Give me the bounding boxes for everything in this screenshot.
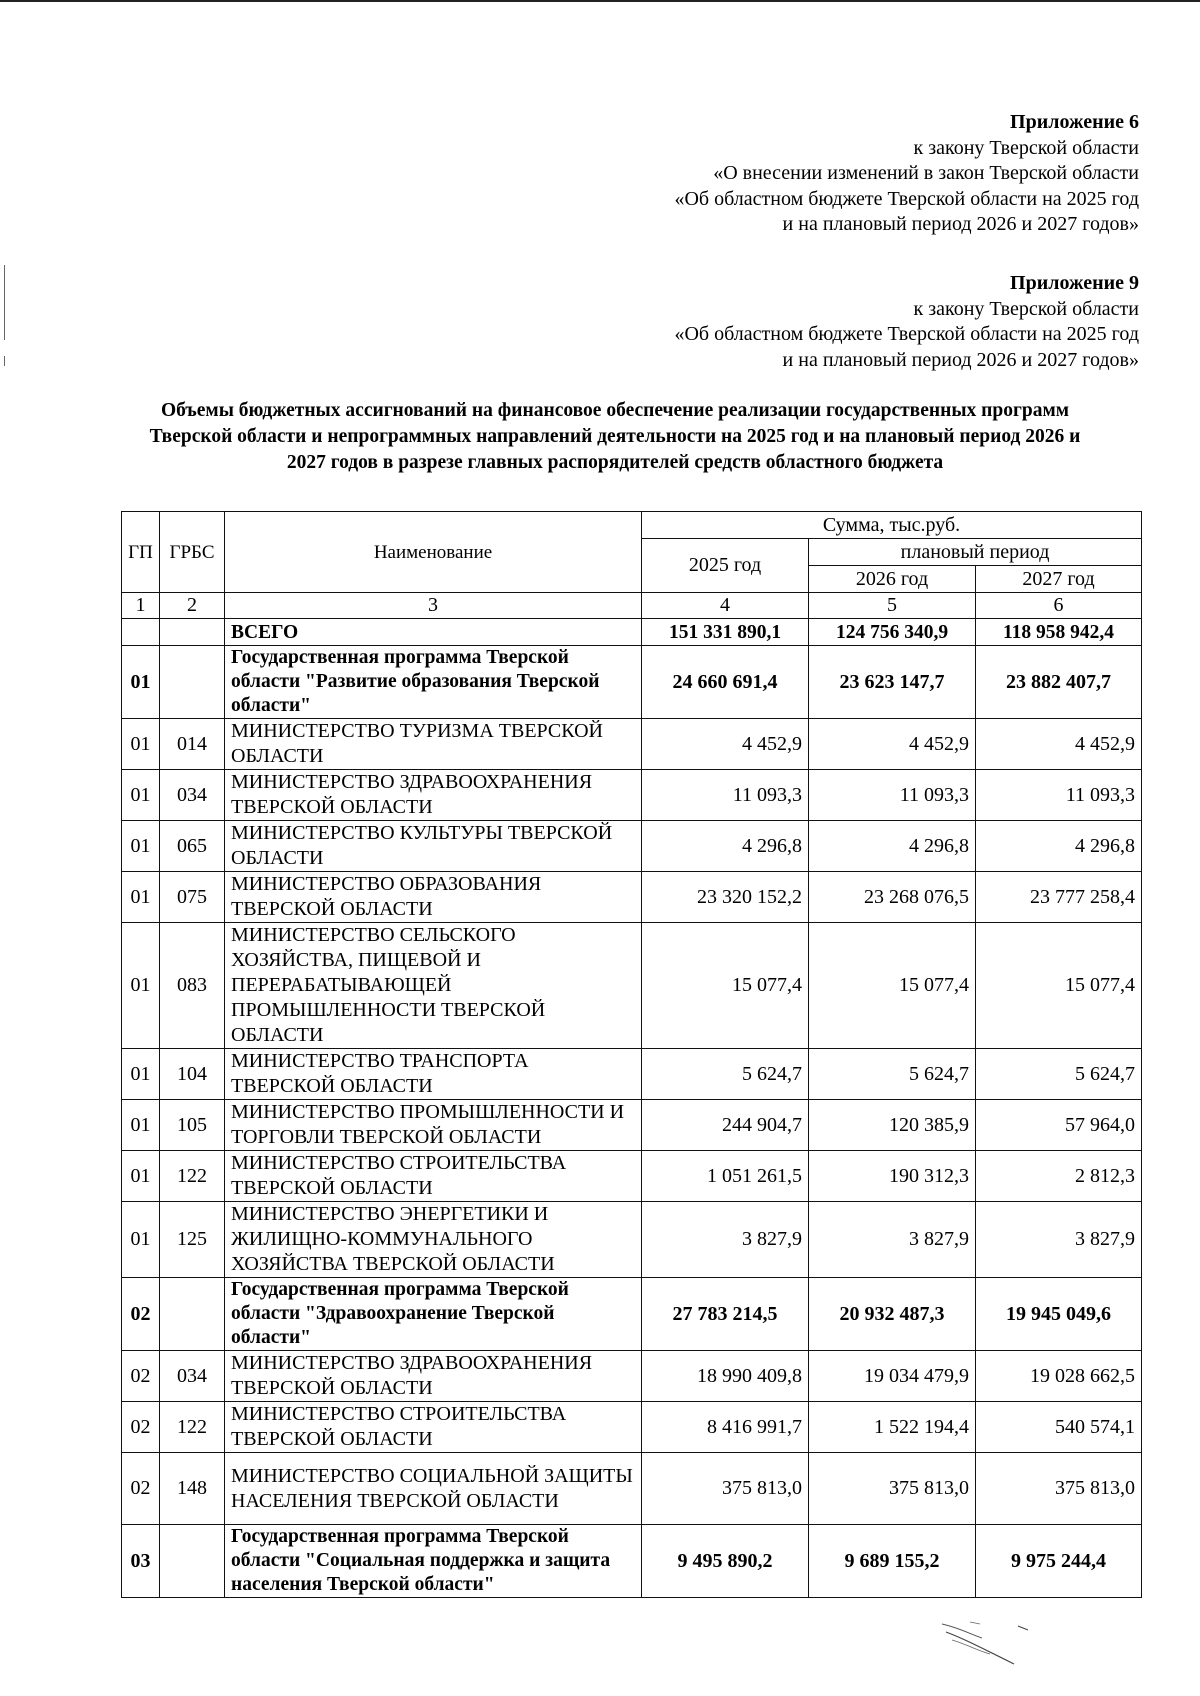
amount-2026: 1 522 194,4 <box>809 1402 976 1453</box>
gp-cell: 02 <box>122 1402 160 1453</box>
column-number: 6 <box>976 593 1142 619</box>
gp-cell: 02 <box>122 1278 160 1351</box>
name-cell: МИНИСТЕРСТВО СОЦИАЛЬНОЙ ЗАЩИТЫ НАСЕЛЕНИЯ ТВЕРСКОЙ ОБЛАСТИ <box>225 1453 642 1525</box>
header-sum: Сумма, тыс.руб. <box>642 512 1142 539</box>
amount-2026: 15 077,4 <box>809 923 976 1049</box>
ministry-row <box>122 1351 1142 1402</box>
amount-2025: 18 990 409,8 <box>642 1351 809 1402</box>
name-cell: МИНИСТЕРСТВО ТУРИЗМА ТВЕРСКОЙ ОБЛАСТИ <box>225 719 642 770</box>
name-cell: МИНИСТЕРСТВО КУЛЬТУРЫ ТВЕРСКОЙ ОБЛАСТИ <box>225 821 642 872</box>
grbs-cell: 104 <box>160 1049 225 1100</box>
total-2025: 151 331 890,1 <box>642 619 809 646</box>
header-grbs: ГРБС <box>160 512 225 593</box>
amount-2025: 4 296,8 <box>642 821 809 872</box>
appendix-6-header <box>674 110 1139 238</box>
header-2026: 2026 год <box>809 566 976 593</box>
amount-2025: 23 320 152,2 <box>642 872 809 923</box>
appendix-6-line: к закону Тверской области <box>913 136 1139 159</box>
amount-2025: 5 624,7 <box>642 1049 809 1100</box>
name-cell: МИНИСТЕРСТВО СЕЛЬСКОГО ХОЗЯЙСТВА, ПИЩЕВОЙ И ПЕРЕРАБАТЫВАЮЩЕЙ ПРОМЫШЛЕННОСТИ ТВЕРСКОЙ ОБЛАСТИ <box>225 923 642 1049</box>
amount-2025: 15 077,4 <box>642 923 809 1049</box>
column-number: 3 <box>225 593 642 619</box>
scan-top-border <box>0 0 1200 2</box>
document-title-line: Объемы бюджетных ассигнований на финансовое обеспечение реализации государственных программ <box>160 400 1070 421</box>
amount-2026: 120 385,9 <box>809 1100 976 1151</box>
amount-2025: 1 051 261,5 <box>642 1151 809 1202</box>
amount-2025: 4 452,9 <box>642 719 809 770</box>
document-title-line: 2027 годов в разрезе главных распорядителей средств областного бюджета <box>286 452 944 473</box>
amount-2027: 23 777 258,4 <box>976 872 1142 923</box>
name-cell: МИНИСТЕРСТВО ЗДРАВООХРАНЕНИЯ ТВЕРСКОЙ ОБЛАСТИ <box>225 1351 642 1402</box>
name-cell: МИНИСТЕРСТВО ОБРАЗОВАНИЯ ТВЕРСКОЙ ОБЛАСТИ <box>225 872 642 923</box>
amount-2026: 375 813,0 <box>809 1453 976 1525</box>
ministry-row <box>122 821 1142 872</box>
amount-2026: 20 932 487,3 <box>809 1278 976 1351</box>
grbs-cell: 034 <box>160 1351 225 1402</box>
amount-2027: 23 882 407,7 <box>976 646 1142 719</box>
amount-2025: 9 495 890,2 <box>642 1525 809 1598</box>
amount-2027: 4 296,8 <box>976 821 1142 872</box>
total-label: ВСЕГО <box>225 619 642 646</box>
ministry-row <box>122 1402 1142 1453</box>
column-number: 4 <box>642 593 809 619</box>
amount-2027: 540 574,1 <box>976 1402 1142 1453</box>
amount-2027: 15 077,4 <box>976 923 1142 1049</box>
amount-2025: 27 783 214,5 <box>642 1278 809 1351</box>
gp-cell: 01 <box>122 872 160 923</box>
amount-2025: 11 093,3 <box>642 770 809 821</box>
amount-2026: 9 689 155,2 <box>809 1525 976 1598</box>
amount-2026: 23 623 147,7 <box>809 646 976 719</box>
name-cell: МИНИСТЕРСТВО ПРОМЫШЛЕННОСТИ И ТОРГОВЛИ ТВЕРСКОЙ ОБЛАСТИ <box>225 1100 642 1151</box>
scan-artifact <box>4 265 5 340</box>
amount-2026: 11 093,3 <box>809 770 976 821</box>
name-cell: Государственная программа Тверской области "Социальная поддержка и защита населения Тверской области" <box>225 1525 642 1598</box>
appendix-9-title: Приложение 9 <box>1010 272 1139 294</box>
grbs-cell <box>160 646 225 719</box>
total-2026: 124 756 340,9 <box>809 619 976 646</box>
gp-cell: 01 <box>122 1049 160 1100</box>
program-row <box>122 646 1142 719</box>
amount-2025: 244 904,7 <box>642 1100 809 1151</box>
grbs-cell: 083 <box>160 923 225 1049</box>
amount-2025: 24 660 691,4 <box>642 646 809 719</box>
name-cell: МИНИСТЕРСТВО СТРОИТЕЛЬСТВА ТВЕРСКОЙ ОБЛАСТИ <box>225 1402 642 1453</box>
ministry-row <box>122 1151 1142 1202</box>
signature-mark <box>940 1620 1030 1680</box>
amount-2026: 5 624,7 <box>809 1049 976 1100</box>
amount-2025: 375 813,0 <box>642 1453 809 1525</box>
document-title <box>125 398 1105 476</box>
gp-cell: 01 <box>122 719 160 770</box>
grbs-cell <box>160 1525 225 1598</box>
amount-2027: 375 813,0 <box>976 1453 1142 1525</box>
header-planned-period: плановый период <box>809 539 1142 566</box>
appendix-9-line: «Об областном бюджете Тверской области на 2025 год <box>674 323 1139 345</box>
program-row <box>122 1278 1142 1351</box>
amount-2027: 19 028 662,5 <box>976 1351 1142 1402</box>
ministry-row <box>122 1100 1142 1151</box>
grbs-cell: 034 <box>160 770 225 821</box>
name-cell: Государственная программа Тверской области "Развитие образования Тверской области" <box>225 646 642 719</box>
gp-cell: 02 <box>122 1351 160 1402</box>
amount-2027: 57 964,0 <box>976 1100 1142 1151</box>
name-cell: МИНИСТЕРСТВО ТРАНСПОРТА ТВЕРСКОЙ ОБЛАСТИ <box>225 1049 642 1100</box>
gp-cell: 01 <box>122 770 160 821</box>
ministry-row <box>122 872 1142 923</box>
grbs-cell: 122 <box>160 1402 225 1453</box>
name-cell: МИНИСТЕРСТВО СТРОИТЕЛЬСТВА ТВЕРСКОЙ ОБЛАСТИ <box>225 1151 642 1202</box>
grbs-cell: 105 <box>160 1100 225 1151</box>
appendix-6-line: «О внесении изменений в закон Тверской области <box>713 162 1139 184</box>
ministry-row <box>122 1453 1142 1525</box>
name-cell: МИНИСТЕРСТВО ЭНЕРГЕТИКИ И ЖИЛИЩНО-КОММУНАЛЬНОГО ХОЗЯЙСТВА ТВЕРСКОЙ ОБЛАСТИ <box>225 1202 642 1278</box>
total-grbs-cell <box>160 619 225 646</box>
total-2027: 118 958 942,4 <box>976 619 1142 646</box>
amount-2026: 4 452,9 <box>809 719 976 770</box>
column-numbers-row <box>122 593 1142 619</box>
header-gp: ГП <box>122 512 160 593</box>
gp-cell: 01 <box>122 1202 160 1278</box>
ministry-row <box>122 923 1142 1049</box>
ministry-row <box>122 719 1142 770</box>
amount-2025: 8 416 991,7 <box>642 1402 809 1453</box>
amount-2026: 3 827,9 <box>809 1202 976 1278</box>
ministry-row <box>122 1202 1142 1278</box>
header-row <box>122 512 1142 539</box>
gp-cell: 01 <box>122 923 160 1049</box>
gp-cell: 01 <box>122 646 160 719</box>
header-name: Наименование <box>225 512 642 593</box>
name-cell: МИНИСТЕРСТВО ЗДРАВООХРАНЕНИЯ ТВЕРСКОЙ ОБЛАСТИ <box>225 770 642 821</box>
amount-2027: 4 452,9 <box>976 719 1142 770</box>
gp-cell: 02 <box>122 1453 160 1525</box>
amount-2027: 9 975 244,4 <box>976 1525 1142 1598</box>
amount-2027: 5 624,7 <box>976 1049 1142 1100</box>
document-title-line: Тверской области и непрограммных направлений деятельности на 2025 год и на плановый период 2026 и <box>149 426 1081 447</box>
grbs-cell <box>160 1278 225 1351</box>
appendix-9-line: к закону Тверской области <box>913 297 1139 320</box>
appendix-6-title: Приложение 6 <box>1010 111 1139 133</box>
grbs-cell: 122 <box>160 1151 225 1202</box>
grbs-cell: 125 <box>160 1202 225 1278</box>
total-row <box>122 619 1142 646</box>
appendix-6-line: и на плановый период 2026 и 2027 годов» <box>782 213 1139 235</box>
name-cell: Государственная программа Тверской области "Здравоохранение Тверской области" <box>225 1278 642 1351</box>
appendix-9-header <box>674 271 1139 373</box>
gp-cell: 01 <box>122 1151 160 1202</box>
appendix-6-line: «Об областном бюджете Тверской области на 2025 год <box>674 187 1139 210</box>
amount-2027: 3 827,9 <box>976 1202 1142 1278</box>
column-number: 1 <box>122 593 160 619</box>
appendix-9-line: и на плановый период 2026 и 2027 годов» <box>782 348 1139 371</box>
total-gp-cell <box>122 619 160 646</box>
program-row <box>122 1525 1142 1598</box>
amount-2026: 190 312,3 <box>809 1151 976 1202</box>
grbs-cell: 148 <box>160 1453 225 1525</box>
amount-2026: 19 034 479,9 <box>809 1351 976 1402</box>
amount-2025: 3 827,9 <box>642 1202 809 1278</box>
scan-artifact <box>4 356 5 366</box>
grbs-cell: 075 <box>160 872 225 923</box>
gp-cell: 01 <box>122 821 160 872</box>
column-number: 2 <box>160 593 225 619</box>
gp-cell: 03 <box>122 1525 160 1598</box>
grbs-cell: 065 <box>160 821 225 872</box>
amount-2027: 19 945 049,6 <box>976 1278 1142 1351</box>
budget-table <box>121 511 1142 1598</box>
amount-2027: 2 812,3 <box>976 1151 1142 1202</box>
ministry-row <box>122 1049 1142 1100</box>
grbs-cell: 014 <box>160 719 225 770</box>
amount-2027: 11 093,3 <box>976 770 1142 821</box>
gp-cell: 01 <box>122 1100 160 1151</box>
ministry-row <box>122 770 1142 821</box>
column-number: 5 <box>809 593 976 619</box>
amount-2026: 4 296,8 <box>809 821 976 872</box>
header-2027: 2027 год <box>976 566 1142 593</box>
header-2025: 2025 год <box>642 539 809 593</box>
amount-2026: 23 268 076,5 <box>809 872 976 923</box>
